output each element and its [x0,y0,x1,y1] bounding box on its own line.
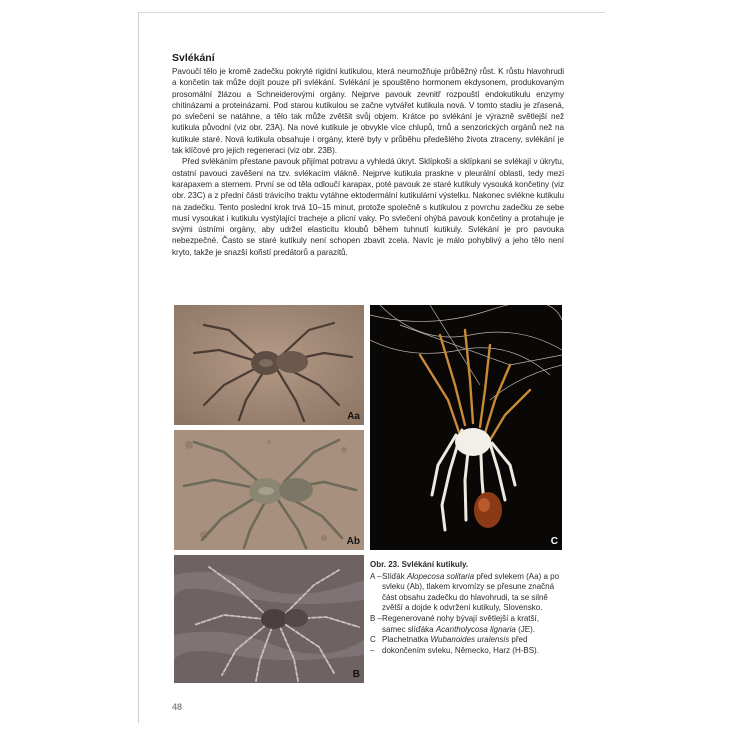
section-title: Svlékání [172,52,215,64]
paragraph-2: Před svlékáním přestane pavouk přijímat potravu a vyhledá úkryt. Sklípkoši a sklípkani se svlékají v úkrytu, ostatní pavouci zavěšeni na tzv. svlékacím vlákně. Nejprve kutikula praskne v pleurální oblasti, tedy mezi karapaxem a sternem. První se od těla odloučí karapax, poté pavouk ze staré kutikuly vysouká končetiny (viz obr. 23C) a z přední části trávicího traktu vytáhne ektodermální kutikulární výstelku. Nakonec svlékne kutikulu na zadečku. Tento poslední krok trvá 10–15 minut, protože společně s kutikulou z povrchu zadečku ze sebe musí vysoukat i kutikulu vystýlající tracheje a plicní vaky. Po svlečení ohýbá pavouk končetiny a protahuje je svými ústními orgány, aby udržel elasticitu kloubů během tuhnutí kutikuly. Svlékání je pro pavouka nebezpečné. Často se staré kutikuly není schopen zbavit zcela. Navíc je málo pohyblivý a jeho tělo není kryto, takže je snazší kořistí predátorů a parazitů. [172,157,564,257]
figure-aa-photo [174,305,364,425]
caption-key: B – [370,613,383,623]
caption-key: C – [370,635,376,655]
caption-text: Regenerované nohy bývají světlejší a kratší, samec slíďáka Acantholycosa lignaria (JE). [382,613,539,634]
caption-item-a [370,572,562,614]
figure-aa-label: Aa [347,411,360,422]
caption-title: Obr. 23. Svlékání kutikuly. [370,560,469,569]
figure-ab-label: Ab [346,536,360,547]
figure-b-photo [174,555,364,683]
caption-item-c [370,635,562,656]
figure-c-photo [370,305,562,550]
figure-c-label: C [550,536,558,547]
caption-text: Slíďák Alopecosa solitaria před svlekem (Aa) a po svleku (Ab), tlakem krvomízy se přesune značná část obsahu zadečku do hlavohrudi, ta se silně zvětší a dojde k odvržení kutikuly, Slovensko. [382,571,560,613]
caption-text: Plachetnatka Wubanoides uralensis před dokončením svleku, Německo, Harz (H-BS). [382,635,539,655]
figure-b-label: B [352,669,360,680]
caption-key: A – [370,571,382,581]
caption-item-b [370,614,562,635]
page-number: 48 [172,702,183,712]
text-block [172,52,564,258]
paragraph-1: Pavoučí tělo je kromě zadečku pokryté rigidní kutikulou, která neumožňuje průběžný růst. K růstu hlavohrudi a končetin tak může dojít pouze při svlékání. Svlékání je spouštěno hormonem ekdysonem, produkovaným prosomální žlázou a Schneiderovými orgány. Nejprve pavouk zevnitř rozpouští endokutikulu enzymy chitinázami a proteinázami. Pod starou kutikulou se začne vytvářet kutikula nová. V tomto stadiu je zřasená, po svlečení se natáhne, a tělo tak může zvětšit svůj objem. Krátce po svlékání je výrazně světlejší než kutikula původní (viz obr. 23A). Na nové kutikule je obvykle více chlupů, trnů a senzorických orgánů než na kutikule staré. Nová kutikula obsahuje i orgány, které byly v průběhu předešlého života ztraceny, svlékání je tak klíčové pro jejich regeneraci (viz obr. 23B). [172,67,564,156]
figure-ab-photo [174,430,364,550]
figure-caption [370,560,562,656]
